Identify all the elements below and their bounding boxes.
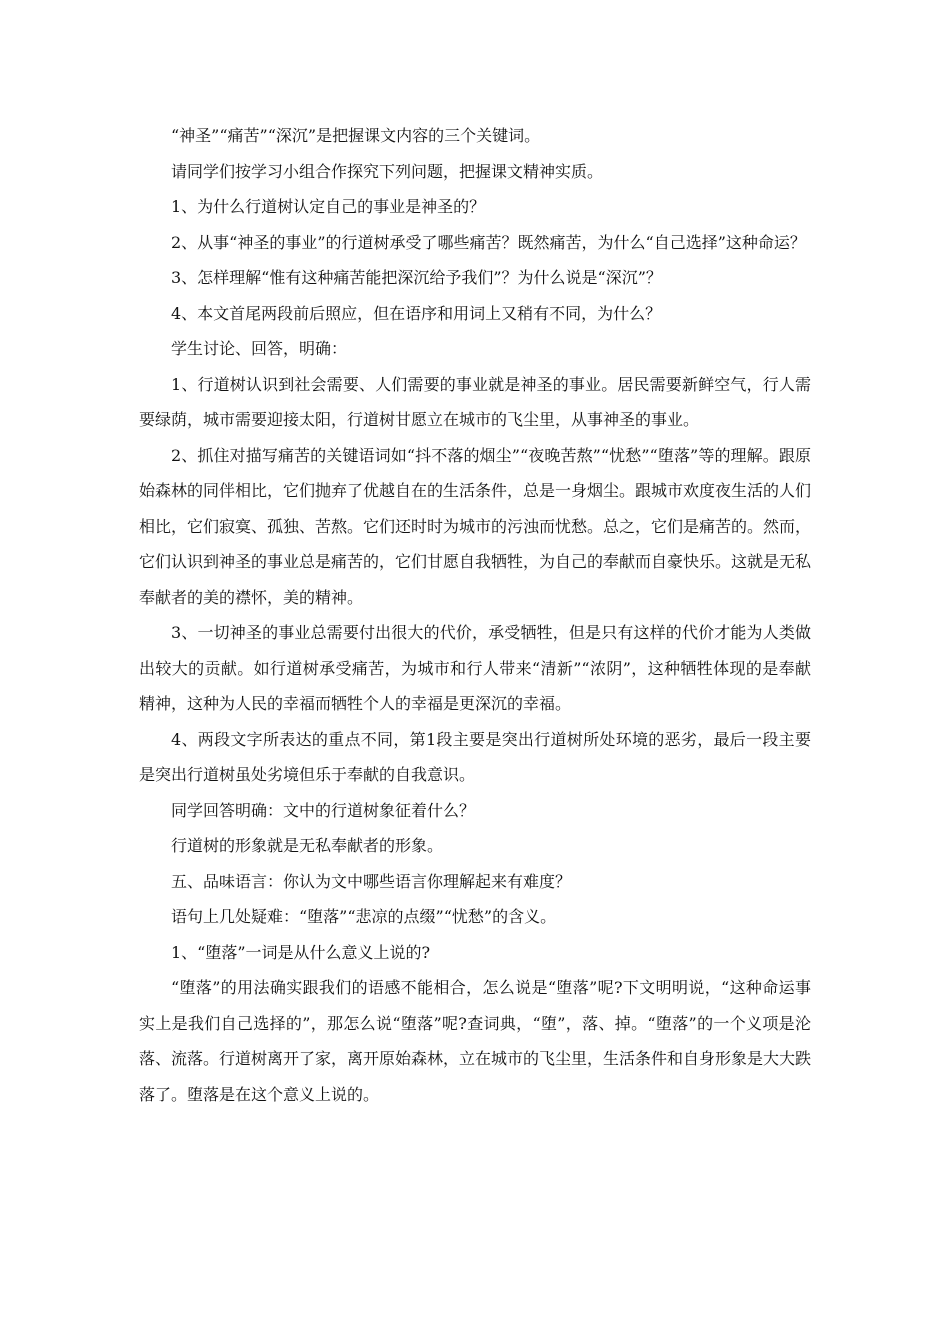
document-body	[139, 118, 811, 1112]
difficult-phrases: 语句上几处疑难：“堕落”“悲凉的点缀”“忧愁”的含义。	[171, 907, 557, 926]
question-2: 2、从事“神圣的事业”的行道树承受了哪些痛苦？既然痛苦，为什么“自己选择”这种命运？	[171, 232, 806, 252]
symbol-answer: 行道树的形象就是无私奉献者的形象。	[171, 836, 444, 855]
answer-1: 1、行道树认识到社会需要、人们需要的事业就是神圣的事业。居民需要新鲜空气，行人需要绿荫，城市需要迎接太阳，行道树甘愿立在城市的飞尘里，从事神圣的事业。	[139, 374, 811, 429]
phrase-question-1: 1、“堕落”一词是从什么意义上说的?	[171, 942, 431, 962]
answer-4: 4、两段文字所表达的重点不同，第1段主要是突出行道树所处环境的恶劣，最后一段主要是突出行道树虽处劣境但乐于奉献的自我意识。	[139, 729, 811, 784]
paragraph-group-task: 请同学们按学习小组合作探究下列问题，把握课文精神实质。	[171, 161, 604, 181]
section-heading-language: 五、品味语言：你认为文中哪些语言你理解起来有难度？	[171, 871, 572, 891]
answer-2: 2、抓住对描写痛苦的关键语词如“抖不落的烟尘”“夜晚苦熬”“忧愁”“堕落”等的理解。跟原始森林的同伴相比，它们抛弃了优越自在的生活条件，总是一身烟尘。跟城市欢度夜生活的人们相比，它们寂寞、孤独、苦熬。它们还时时为城市的污浊而忧愁。总之，它们是痛苦的。然而，它们认识到神圣的事业总是痛苦的，它们甘愿自我牺牲，为自己的奉献而自豪快乐。这就是无私奉献者的美的襟怀，美的精神。	[139, 445, 812, 607]
answer-3: 3、一切神圣的事业总需要付出很大的代价，承受牺牲，但是只有这样的代价才能为人类做出较大的贡献。如行道树承受痛苦，为城市和行人带来“清新”“浓阴”，这种牺牲体现的是奉献精神，这种为人民的幸福而牺牲个人的幸福是更深沉的幸福。	[139, 623, 811, 713]
paragraph-keywords: “神圣”“痛苦”“深沉”是把握课文内容的三个关键词。	[171, 126, 541, 145]
symbol-question: 同学回答明确：文中的行道树象征着什么？	[171, 800, 476, 820]
discussion-intro: 学生讨论、回答，明确：	[171, 339, 348, 358]
question-1: 1、为什么行道树认定自己的事业是神圣的？	[171, 197, 486, 216]
phrase-explanation-1: “堕落”的用法确实跟我们的语感不能相合，怎么说是“堕落”呢?下文明明说，“这种命运事实上是我们自己选择的”，那怎么说“堕落”呢?查词典，“堕”，落、掉。“堕落”的一个义项是沦落、流落。行道树离开了家，离开原始森林，立在城市的飞尘里，生活条件和自身形象是大大跌落了。堕落是在这个意义上说的。	[139, 978, 812, 1104]
question-4: 4、本文首尾两段前后照应，但在语序和用词上又稍有不同，为什么？	[171, 303, 662, 323]
question-3: 3、怎样理解“惟有这种痛苦能把深沉给予我们”？为什么说是“深沉”？	[171, 268, 662, 287]
